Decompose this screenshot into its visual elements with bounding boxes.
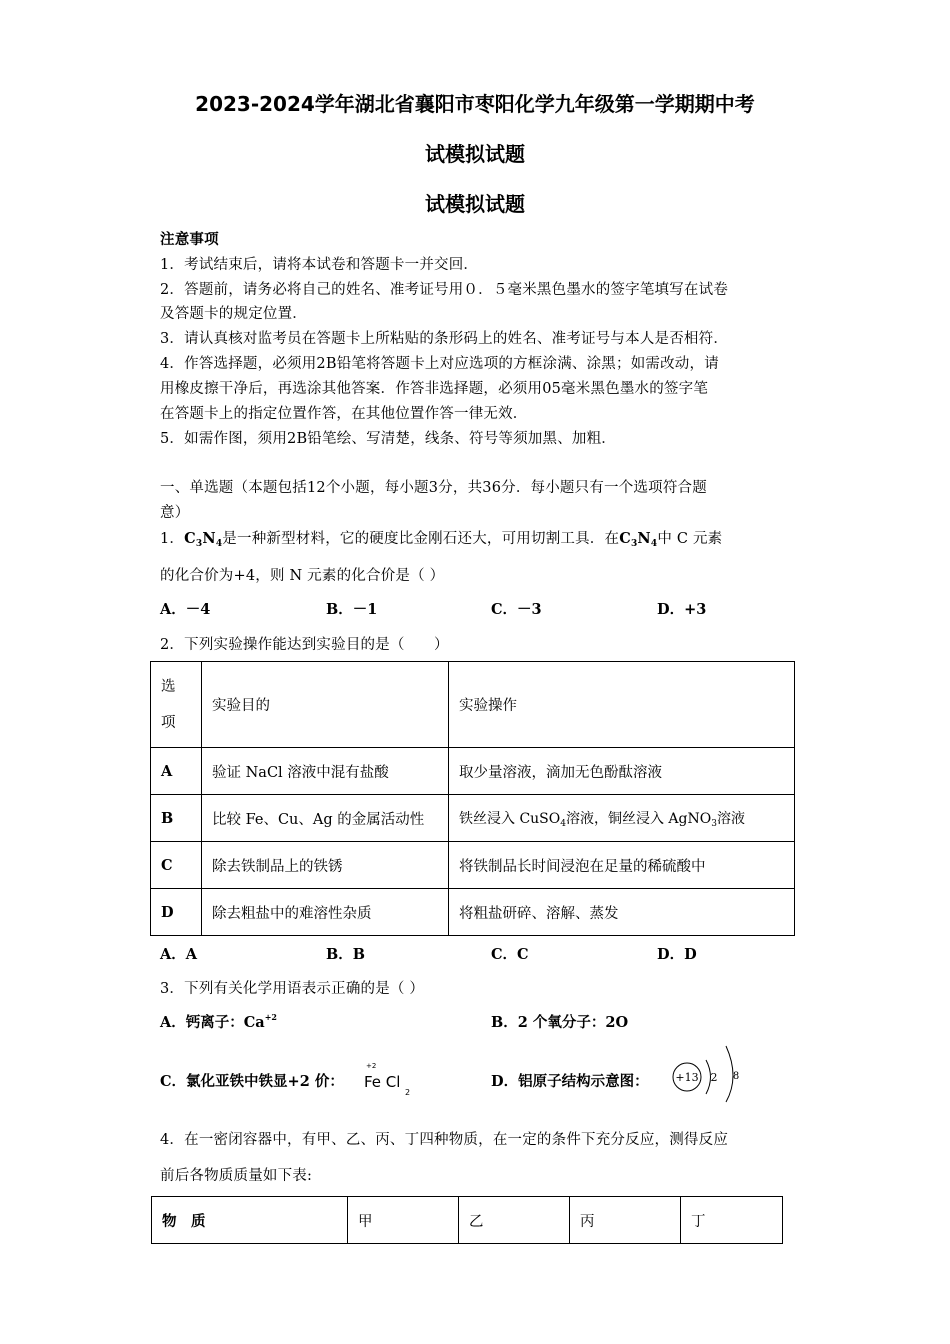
nucleus-charge: +13 [675, 1071, 699, 1084]
table-cell: 除去铁制品上的铁锈 [202, 842, 449, 889]
table-row [151, 842, 795, 889]
question-1-option-d[interactable]: D．+3 [657, 601, 707, 618]
table-header-cell: 选 项 [151, 662, 202, 748]
notice-heading: 注意事项 [160, 231, 219, 248]
table-cell: C [151, 842, 202, 889]
notice-item: 4．作答选择题，必须用2B铅笔将答题卡上对应选项的方框涂满、涂黑；如需改动，请 [160, 356, 719, 372]
table-row [151, 795, 795, 842]
table-header-cell: 丁 [681, 1197, 783, 1244]
table-header-cell: 乙 [459, 1197, 570, 1244]
section-heading-cont: 意） [160, 505, 190, 521]
question-4-stem: 4．在一密闭容器中，有甲、乙、丙、丁四种物质，在一定的条件下充分反应，测得反应 [160, 1132, 729, 1148]
table-cell: 除去粗盐中的难溶性杂质 [202, 889, 449, 936]
question-2-table [150, 661, 795, 936]
notice-item: 2．答题前，请务必将自己的姓名、准考证号用０．５毫米黑色墨水的签字笔填写在试卷 [160, 282, 729, 298]
section-heading: 一、单选题（本题包括12个小题，每小题3分，共36分．每小题只有一个选项符合题 [160, 480, 707, 496]
table-cell: 将粗盐研碎、溶解、蒸发 [449, 889, 795, 936]
shell-electron-count: 2 [710, 1071, 718, 1084]
notice-item: 1．考试结束后，请将本试卷和答题卡一并交回． [160, 257, 479, 273]
question-3-option-a[interactable]: A．钙离子：$Ca^{+2}$ [160, 1012, 277, 1031]
question-2-option-b[interactable]: B．B [326, 946, 366, 963]
question-3-stem: 3．下列有关化学用语表示正确的是（ ） [160, 981, 425, 997]
table-header-cell: 实验目的 [202, 662, 449, 748]
question-1-option-c[interactable]: C．－3 [491, 601, 542, 618]
question-1-option-a[interactable]: A．－4 [160, 601, 211, 618]
table-row [151, 748, 795, 795]
table-header-cell: 物 质 [152, 1197, 348, 1244]
question-1-option-b[interactable]: B．－1 [326, 601, 378, 618]
question-1-stem-cont: 的化合价为+4，则 N 元素的化合价是（ ） [160, 568, 445, 584]
table-cell: 将铁制品长时间浸泡在足量的稀硫酸中 [449, 842, 795, 889]
table-cell: D [151, 889, 202, 936]
notice-item: 及答题卡的规定位置． [160, 306, 307, 322]
table-cell: B [151, 795, 202, 842]
question-4-stem-cont: 前后各物质质量如下表: [160, 1168, 313, 1184]
shell-electron-count: 8 [732, 1071, 740, 1082]
question-3-option-c[interactable]: C．氯化亚铁中铁显+2 价： [160, 1073, 344, 1090]
oxidation-state-mark: +2 [366, 1062, 377, 1070]
table-row [151, 889, 795, 936]
table-header-cell: 丙 [570, 1197, 681, 1244]
question-2-stem: 2．下列实验操作能达到实验目的是（ ） [160, 637, 449, 653]
question-3-option-d[interactable]: D．铝原子结构示意图： [491, 1073, 649, 1090]
table-cell: 比较 Fe、Cu、Ag 的金属活动性 [202, 795, 449, 842]
ferrous-chloride-formula: Fe Cl [364, 1073, 401, 1091]
question-2-option-c[interactable]: C．C [491, 946, 529, 963]
question-2-option-d[interactable]: D．D [657, 946, 697, 963]
page-subtitle: 试模拟试题 [425, 192, 525, 216]
notice-item: 3．请认真核对监考员在答题卡上所粘贴的条形码上的姓名、准考证号与本人是否相符． [160, 331, 729, 347]
question-4-table [151, 1196, 783, 1244]
table-cell: 取少量溶液，滴加无色酚酞溶液 [449, 748, 795, 795]
question-1-stem: 1．$C_3N_4$是一种新型材料，它的硬度比金刚石还大，可用切割工具．在$C_3N_4$中 C 元素 [160, 530, 723, 549]
notice-item: 在答题卡上的指定位置作答，在其他位置作答一律无效． [160, 406, 528, 422]
table-header-cell: 实验操作 [449, 662, 795, 748]
formula-subscript: 2 [405, 1088, 411, 1097]
aluminum-atom-diagram [668, 1044, 748, 1104]
notice-item: 5．如需作图，须用2B铅笔绘、写清楚，线条、符号等须加黑、加粗． [160, 431, 617, 447]
table-row [152, 1197, 783, 1244]
table-cell: A [151, 748, 202, 795]
question-2-option-a[interactable]: A．A [160, 946, 198, 963]
page-title: 2023-2024学年湖北省襄阳市枣阳化学九年级第一学期期中考 [195, 92, 755, 116]
table-cell: 铁丝浸入 CuSO$_4$溶液，铜丝浸入 AgNO$_3$溶液 [449, 795, 795, 842]
question-3-option-b[interactable]: B．2 个氧分子：2O [491, 1014, 629, 1031]
page-title-line2: 试模拟试题 [425, 142, 525, 166]
notice-item: 用橡皮擦干净后，再选涂其他答案．作答非选择题，必须用05毫米黑色墨水的签字笔 [160, 381, 709, 397]
table-header-cell: 甲 [348, 1197, 459, 1244]
table-cell: 验证 NaCl 溶液中混有盐酸 [202, 748, 449, 795]
